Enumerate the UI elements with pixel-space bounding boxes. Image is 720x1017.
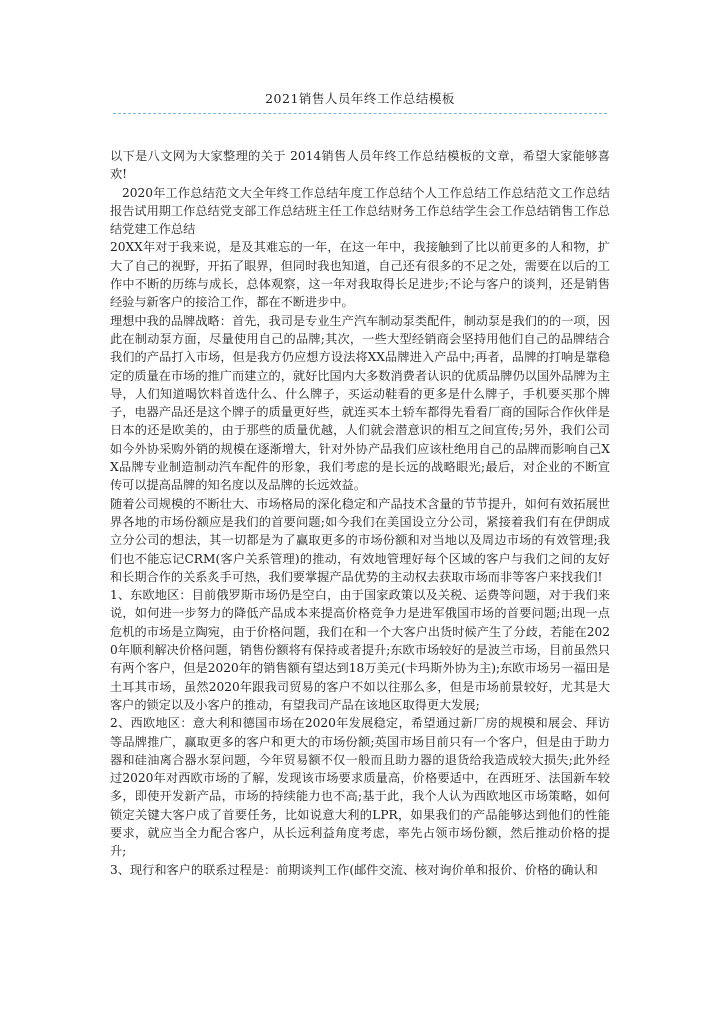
paragraph-customer-contact: 3、现行和客户的联系过程是：前期谈判工作(邮件交流、核对询价单和报价、价格的确认和 <box>110 862 598 877</box>
paragraph-brand-strategy: 理想中我的品牌战略：首先，我司是专业生产汽车制动泵类配件，制动泵是我们的的一项，因此在制动泵方面，尽量使用自己的品牌;其次，一些大型经销商会坚持用他们自己的品牌结合我们的产品打入市场，但是我方仍应想方设法将XX品牌进入产品中;再者，品牌的打响是靠稳定的质量在市场的推广而建立的，就好比国内大多数消费者认识的优质品牌仍以国外品牌为主导，人们知道喝饮料首选什么、什么牌子，买运动鞋看的更多是什么牌子，手机要买那个牌子，电器产品还是这个牌子的质量更好些，就连买本土轿车都得先看看厂商的国际合作伙伴是日本的还是欧美的，由于那些的质量优越，人们就会潜意识的相互之间宣传;另外，我们公司如今外协采购外销的规模在逐渐增大，针对外协产品我们应该杜绝用自己的品牌而影响自己XX品牌专业制造制动汽车配件的形象，我们考虑的是长远的战略眼光;最后，对企业的不断宣传可以提高品牌的知名度以及品牌的长远效益。 <box>110 313 610 493</box>
paragraph-western-europe: 2、西欧地区：意大利和德国市场在2020年发展稳定，希望通过新厂房的规模和展会、拜访等品牌推广，赢取更多的客户和更大的市场份额;英国市场目前只有一个客户，但是由于助力器和硅油离合器水泵问题，今年贸易额不仅一般而且助力器的退货给我造成较大损失;此外经过2020年对西欧市场的了解，发现该市场要求质量高，价格要适中，在西班牙、法国新车较多，即使开发新产品，市场的持续能力也不高;基于此，我个人认为西欧地区市场策略，如何锁定关键大客户成了首要任务，比如说意大利的LPR，如果我们的产品能够达到他们的性能要求，就应当全力配合客户，从长远利益角度考虑，率先占领市场份额，然后推动价格的提升; <box>110 716 610 859</box>
title-divider <box>113 113 607 114</box>
paragraph-intro: 以下是八文网为大家整理的关于 2014销售人员年终工作总结模板的文章，希望大家能够喜欢! <box>110 149 610 182</box>
paragraph-market-expansion: 随着公司规模的不断壮大、市场格局的深化稳定和产品技术含量的节节提升，如何有效拓展世界各地的市场份额应是我们的首要问题;如今我们在美国设立分公司，紧接着我们有在伊朗成立分公司的想法，其一切都是为了赢取更多的市场份额和对当地以及周边市场的有效管理;我们也不能忘记CRM(客户关系管理)的推动，有效地管理好每个区域的客户与我们之间的友好和长期合作的关系炙手可热，我们要掌握产品优势的主动权去获取市场而非等客户来找我们! <box>110 496 610 584</box>
paragraph-overview: 20XX年对于我来说，是及其难忘的一年，在这一年中，我接触到了比以前更多的人和物，扩大了自己的视野，开拓了眼界，但同时我也知道，自己还有很多的不足之处，需要在以后的工作中不断的历练与成长，总体观察，这一年对我取得长足进步;不论与客户的谈判，还是销售经验与新客户的接洽工作，都在不断进步中。 <box>110 240 610 310</box>
document-title: 2021销售人员年终工作总结模板 <box>265 91 455 106</box>
paragraph-keywords: 2020年工作总结范文大全年终工作总结年度工作总结个人工作总结工作总结范文工作总结报告试用期工作总结党支部工作总结班主任工作总结财务工作总结学生会工作总结销售工作总结党建工作总结 <box>110 185 610 237</box>
paragraph-eastern-europe: 1、东欧地区：目前俄罗斯市场仍是空白，由于国家政策以及关税、运费等问题，对于我们来说，如何进一步努力的降低产品成本来提高价格竞争力是进军俄国市场的首要问题;出现一点危机的市场是立陶宛，由于价格问题，我们在和一个大客户出货时候产生了分歧，若能在2020年顺利解决价格问题，销售份额将有保持或者提升;东欧市场较好的是波兰市场，目前虽然只有两个客户，但是2020年的销售额有望达到18万美元(卡玛斯外协为主);东欧市场另一福田是土耳其市场，虽然2020年跟我司贸易的客户不如以往那么多，但是市场前景较好，尤其是大客户的锁定以及小客户的推动，有望我司产品在该地区取得更大发展; <box>110 588 610 712</box>
document-body <box>110 147 610 879</box>
